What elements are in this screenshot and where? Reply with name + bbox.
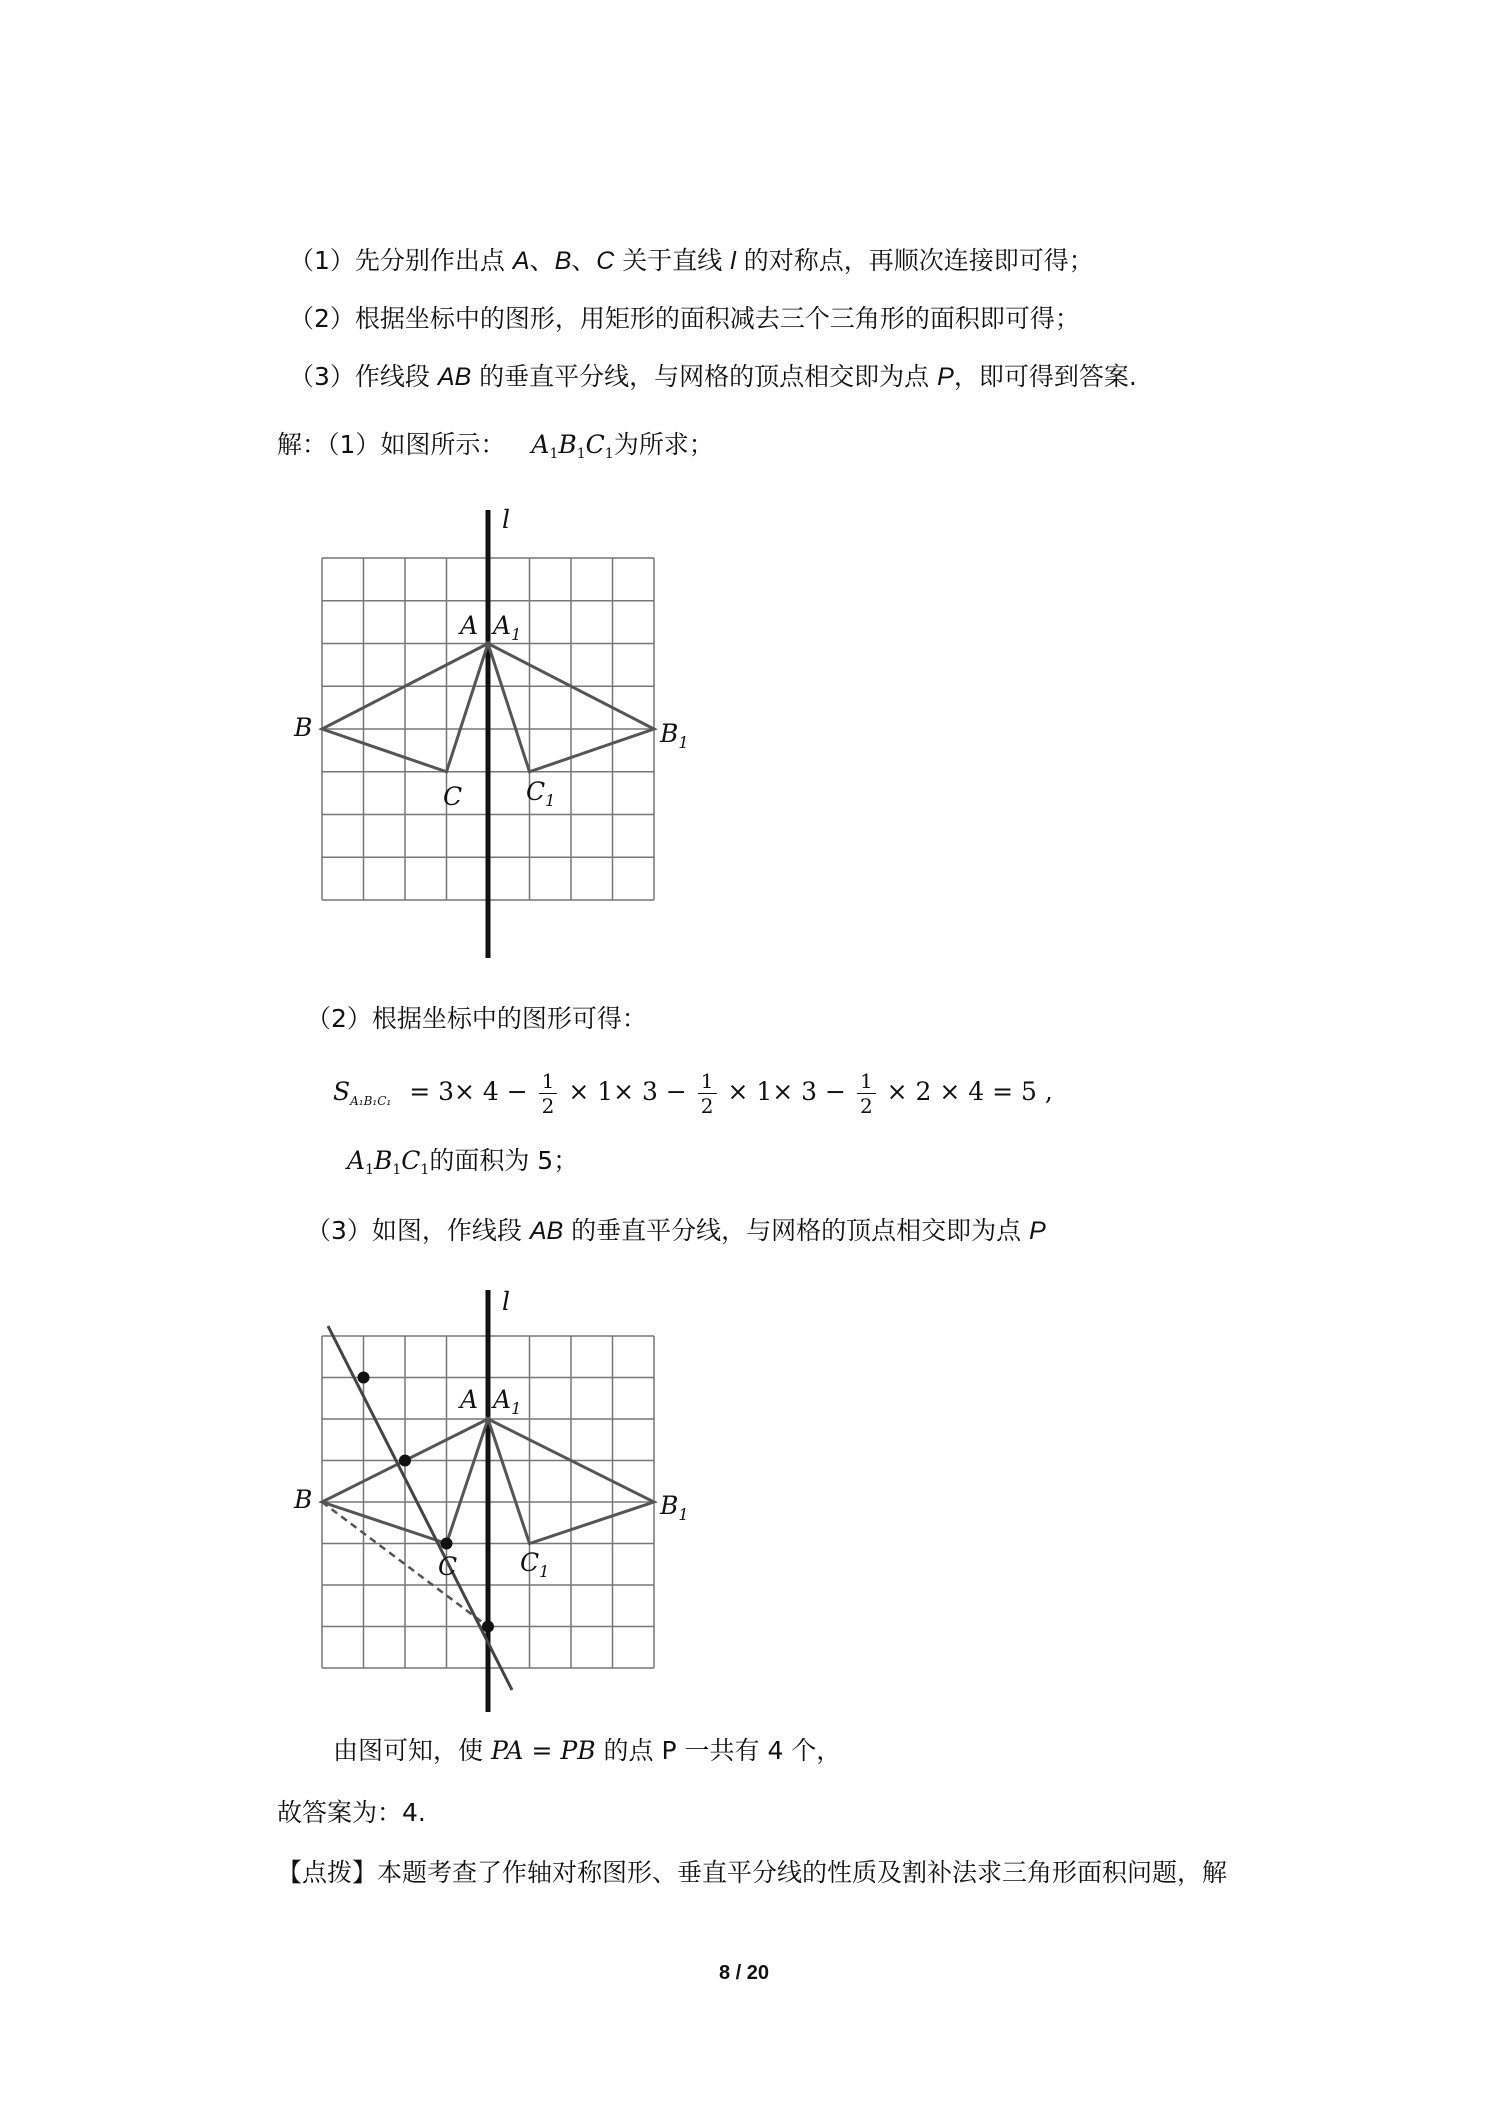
point-P3 [441,1538,453,1550]
tip-paragraph: 【点拨】本题考查了作轴对称图形、垂直平分线的性质及割补法求三角形面积问题，解 [277,1858,1228,1887]
point-P1 [358,1372,370,1384]
area-conclusion: $A_1B_1C_1$的面积为 5； [347,1146,579,1178]
figure-2-perpendicular-bisector [290,1280,690,1720]
label-A1: $A_1$ [493,611,522,644]
label-A: A [460,611,479,640]
label-B: B [294,713,313,742]
hint-line-3: （3）作线段 AB 的垂直平分线，与网格的顶点相交即为点 P，即可得到答案. [289,362,1137,391]
part2-intro: （2）根据坐标中的图形可得： [306,1004,647,1033]
label-C1-2: $C_1$ [520,1548,550,1581]
point-P4 [482,1621,494,1633]
part3-statement: （3）如图，作线段 AB 的垂直平分线，与网格的顶点相交即为点 P [306,1216,1046,1245]
label-B-2: B [294,1485,313,1514]
label-C: C [443,782,463,811]
label-A1-2: $A_1$ [493,1385,522,1418]
solution-part1: 解：（1）如图所示： $A_1B_1C_1$为所求； [277,430,714,462]
label-l-2: l [502,1287,510,1316]
area-formula: $S_{A_1B_1C_1} = 3\times 4$ − $\frac{1}{2}$ × 1× 3 − $\frac{1}{2}$ × 1× 3 − $\frac{1}{2}$ × 2 × 4 = 5 , [333,1069,1053,1118]
hint-line-2: （2）根据坐标中的图形，用矩形的面积减去三个三角形的面积即可得； [289,304,1080,333]
label-A-2: A [460,1385,479,1414]
hint-line-1: （1）先分别作出点 A、B、C 关于直线 l 的对称点，再顺次连接即可得； [289,246,1094,275]
perpendicular-bisector [328,1326,512,1690]
fraction-1: $\frac{1}{2}$ [539,1071,558,1116]
label-B1: $B_1$ [660,719,689,752]
points-conclusion: 由图可知，使 PA = PB 的点 P 一共有 4 个， [333,1736,842,1765]
label-C-2: C [438,1552,458,1581]
point-P2 [399,1455,411,1467]
label-C1: $C_1$ [526,777,556,810]
fraction-3: $\frac{1}{2}$ [857,1071,876,1116]
figure-1-symmetry [290,500,690,960]
page-number: 8 / 20 [718,1962,770,1984]
label-l: l [502,505,510,534]
final-answer: 故答案为：4. [277,1798,426,1827]
label-B1-2: $B_1$ [660,1491,689,1524]
fraction-2: $\frac{1}{2}$ [698,1071,717,1116]
